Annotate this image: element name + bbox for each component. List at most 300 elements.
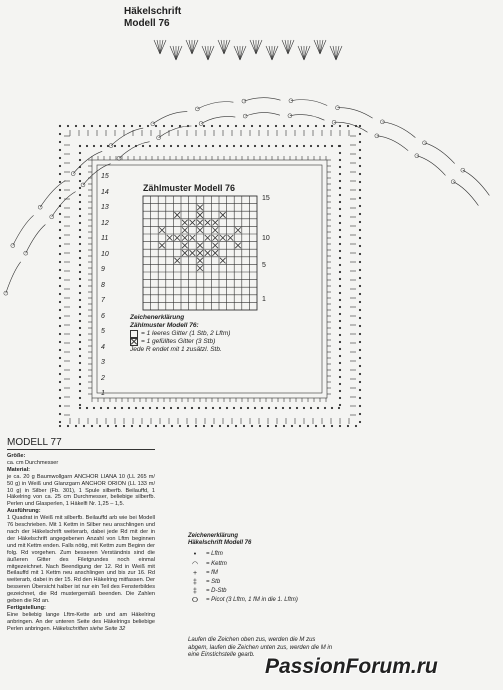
chain-row [339,250,341,252]
chain-row [291,125,293,127]
fan-stitch [173,46,176,60]
chain-row [289,407,291,409]
chain-row [59,277,61,279]
chain-row [83,425,85,427]
chain-row [339,341,341,343]
chain-row [179,425,181,427]
chain-row [359,173,361,175]
chain-row [149,407,151,409]
chain-row [359,221,361,223]
chain-row [195,125,197,127]
chain-row [59,229,61,231]
chain-row [289,145,291,147]
chain-row [59,405,61,407]
chain-row [59,197,61,199]
chain-row [307,425,309,427]
chain-row [254,145,256,147]
chain-row [79,271,81,273]
chain-row [226,145,228,147]
chain-row [359,317,361,319]
chain-row [339,278,341,280]
chain-row [267,425,269,427]
chain-row [91,425,93,427]
scallop-arc [52,192,76,217]
chain-row [86,407,88,409]
chain-row [79,201,81,203]
scallop-arc [111,128,143,146]
chain-row [107,145,109,147]
fan-stitch [288,40,291,54]
chain-row [79,159,81,161]
chain-row [59,357,61,359]
chain-row [307,125,309,127]
chain-row [303,407,305,409]
chain-row [339,299,341,301]
chain-row [339,215,341,217]
chain-row [79,215,81,217]
chain-row [170,145,172,147]
chain-row [233,145,235,147]
fan-stitch [189,40,192,54]
chain-row [205,407,207,409]
chain-row [139,425,141,427]
chain-row [339,376,341,378]
chain-row [59,285,61,287]
chain-row [243,425,245,427]
chain-row [359,149,361,151]
fan-stitch [160,40,166,54]
chain-row [359,341,361,343]
chain-row [303,145,305,147]
fan-stitch [256,40,259,54]
fan-stitch [285,40,288,54]
chain-row [219,425,221,427]
chain-row [227,125,229,127]
filet-grid [143,196,257,310]
row-number: 5 [101,328,105,335]
chain-row [114,145,116,147]
chain-row [339,390,341,392]
chain-row [198,145,200,147]
chain-row [86,145,88,147]
chain-row [171,125,173,127]
chain-row [123,425,125,427]
chain-row [359,293,361,295]
chain-row [59,133,61,135]
empty-mesh-icon [130,330,138,338]
scallop-arc [338,108,373,118]
chain-row [93,407,95,409]
chain-row [243,125,245,127]
chain-row [359,213,361,215]
chain-row [359,309,361,311]
chain-row [359,381,361,383]
chain-row [79,390,81,392]
chain-row [339,194,341,196]
scallop-arc [119,142,150,159]
grid-label-10: 10 [262,235,270,242]
chain-row [219,125,221,127]
fan-stitch [192,40,195,54]
chain-row [163,145,165,147]
chain-row [359,333,361,335]
chain-row [79,285,81,287]
chain-row [339,222,341,224]
chain-row [99,425,101,427]
chain-row [163,425,165,427]
chain-row [359,189,361,191]
scallop-arc [334,122,367,132]
chain-row [310,407,312,409]
row-number: 4 [101,343,105,351]
chain-row [187,425,189,427]
chain-row [59,173,61,175]
chain-row [79,362,81,364]
chain-row [339,173,341,175]
chain-row [59,325,61,327]
fan-stitch [205,46,208,60]
chain-row [203,425,205,427]
fan-stitch [186,40,192,54]
legend-symbols: Zeichenerklärung Häkelschrift Modell 76 • = Lftm ◠ = Kettm + = fM ‡ = Stb ‡ = D-Stb ⵔ = Picot (3 Lftm, 1 fM in die 1. Lftm) [188,533,298,605]
chain-row [177,407,179,409]
fan-stitch [266,46,272,60]
row-number: 7 [101,297,105,304]
scallop-arc [201,116,235,123]
chain-row [149,145,151,147]
chain-row [299,125,301,127]
chain-row [339,348,341,350]
chain-row [283,125,285,127]
chain-row [59,421,61,423]
fan-stitch [272,46,278,60]
chain-row [59,221,61,223]
chain-row [299,425,301,427]
watermark: PassionForum.ru [265,655,438,678]
scallop-arc [244,98,281,101]
chain-row [59,413,61,415]
chain-row [339,285,341,287]
row-number: 13 [101,204,109,211]
fan-stitch [250,40,256,54]
chain-row [59,141,61,143]
chain-row [338,407,340,409]
fan-stitch [333,46,336,60]
scallop-arc [159,126,192,138]
chain-row [203,125,205,127]
chain-row [359,157,361,159]
chain-row [323,425,325,427]
chain-row [79,250,81,252]
row-number: 6 [101,312,105,320]
fan-stitch [320,40,323,54]
chain-row [79,264,81,266]
chain-row [79,173,81,175]
fan-stitch [154,40,160,54]
chain-row [282,407,284,409]
chain-row [79,320,81,322]
chain-row [226,407,228,409]
scallop-arc [377,136,408,151]
chain-row [359,269,361,271]
scallop-arc [290,115,325,121]
fan-stitch [202,46,208,60]
chain-row [79,404,81,406]
chain-row [235,425,237,427]
chain-row [339,313,341,315]
row-number: 1 [101,390,105,397]
chain-row [79,397,81,399]
chain-row [163,125,165,127]
chain-row [359,133,361,135]
chain-row [142,407,144,409]
chain-row [79,334,81,336]
scallop-arc [13,215,34,245]
fan-stitch [269,46,272,60]
chain-row [339,355,341,357]
fan-stitch [304,46,310,60]
chain-row [59,317,61,319]
diagram-symbols [4,40,490,427]
chain-row [211,425,213,427]
row-number: 3 [101,359,105,366]
chain-row [79,341,81,343]
chain-row [359,229,361,231]
chain-row [359,357,361,359]
fan-stitch [320,40,326,54]
chain-row [247,145,249,147]
chain-row [79,152,81,154]
chain-row [355,425,357,427]
scallop-arc [26,225,46,254]
chain-row [121,145,123,147]
chain-row [359,197,361,199]
fan-stitch [240,46,246,60]
chain-row [79,229,81,231]
fan-stitch [336,46,342,60]
chain-row [179,125,181,127]
chain-row [79,299,81,301]
fan-stitch [176,46,182,60]
fan-stitch [237,46,240,60]
scallop-arc [382,122,415,138]
chain-row [339,292,341,294]
chain-row [115,125,117,127]
chain-row [359,245,361,247]
chain-row [339,320,341,322]
row-number: 10 [101,250,109,258]
chain-row [359,237,361,239]
chain-row [79,383,81,385]
chain-row [59,381,61,383]
chain-row [359,253,361,255]
chain-row [261,145,263,147]
chain-row [79,145,81,147]
chain-row [315,125,317,127]
fan-stitch [176,46,179,60]
chain-row [331,407,333,409]
row-number: 12 [101,219,109,227]
chain-row [195,425,197,427]
fan-stitch [192,40,198,54]
chain-row [268,407,270,409]
page-title: Häkelschrift Modell 76 [124,6,182,29]
chain-row [139,125,141,127]
chain-row [359,181,361,183]
chain-row [59,237,61,239]
chain-row [359,277,361,279]
chain-row [198,407,200,409]
scallop-arc [6,262,21,293]
chain-row [359,373,361,375]
chain-row [79,306,81,308]
chain-row [131,425,133,427]
chain-row [128,407,130,409]
chain-row [339,236,341,238]
chain-row [147,425,149,427]
chain-row [191,145,193,147]
chain-row [317,407,319,409]
chain-row [310,145,312,147]
chain-icon: • [193,551,197,559]
chain-row [184,407,186,409]
chain-row [275,145,277,147]
chain-row [347,425,349,427]
chain-row [100,145,102,147]
chain-row [359,349,361,351]
chain-row [59,333,61,335]
chain-row [211,125,213,127]
row-number: 15 [101,173,109,180]
chain-row [79,313,81,315]
chain-row [191,407,193,409]
chain-row [79,327,81,329]
fan-stitch [234,46,240,60]
chain-row [339,145,341,147]
chain-row [339,271,341,273]
chain-row [156,407,158,409]
chain-row [339,369,341,371]
chain-row [67,425,69,427]
chain-row [79,369,81,371]
chain-row [359,389,361,391]
chain-row [59,425,61,427]
chain-row [59,261,61,263]
chain-row [155,125,157,127]
chain-row [339,327,341,329]
chain-row [79,407,81,409]
chain-row [79,257,81,259]
chain-row [59,309,61,311]
model-77-text: Größe: ca. cm Durchmesser Material: je ca. 20 g Baumwollgarn ANCHOR LIANA 10 (LL 265 m/ 50 g) in Weiß und Glanzgarn ANCHOR ORION (LL 133 m/ 10 g) in Silber (Fb. 301), 1 Spule silberfb. Beilauffd, 1 Häkelring von ca. 25 cm Durchmesser, beliebige silberfb. Perlen und Glasperlen, 1 Häkelfi Nr. 1,25 – 1,5. Ausführung: 1 Quadrat in Weiß mit silberfb. Beilauffd arb wie bei Modell 76 beschrieben. Mit 1 Kettm in Silber neu anschlingen und nach der Häkelschrift weiterarb, dabei jede Rd mit der in der Häkelschrift angegebenen Anzahl von Lftm beginnen und mit Kettm enden. Falls nötig, mit Kettm zum Beginn der folg. Rd vorgehen. Zum besseren Verständnis sind die äußeren Gitter des Filetgrundes noch einmal mitgezeichnet. Nach Beendigung der 12. Rd in Weiß mit Beilauffd mit 1 Kettm neu anschlingen und bis zur 16. Rd weiterarb, dabei in der 15. Rd den Häkelring mitfassen. Der besseren Übersicht halber ist nur ein Teil des Fensterbildes gezeichnet, die Rd mustergemäß beenden. Die Zahlen geben die Rd an. Fertigstellung: Eine beliebig lange Lftm-Kette arb und am Häkelring anbringen. An der unteren Seite des Häkelrings beliebige Perlen anbringen. Häkelschriften siehe Seite 32 [7,453,155,632]
chain-row [107,425,109,427]
chain-row [275,425,277,427]
chain-row [233,407,235,409]
fan-stitch [304,46,307,60]
chain-row [267,125,269,127]
chain-row [59,389,61,391]
chain-row [115,425,117,427]
chart-title: Zählmuster Modell 76 [143,183,236,193]
chain-row [59,165,61,167]
fan-stitch [160,40,163,54]
chain-row [339,187,341,189]
fan-stitch [282,40,288,54]
row-number: 14 [101,188,109,196]
chain-row [59,373,61,375]
chain-row [339,264,341,266]
chain-row [156,145,158,147]
chain-row [128,145,130,147]
chain-row [177,145,179,147]
chain-row [259,125,261,127]
chain-row [59,149,61,151]
model-77-heading: MODELL 77 [7,437,155,450]
chain-row [331,145,333,147]
chain-row [359,325,361,327]
chain-row [79,278,81,280]
chain-row [359,413,361,415]
fan-stitch [208,46,211,60]
chain-row [79,194,81,196]
chain-row [79,180,81,182]
scallop-arc [153,112,188,124]
chain-row [59,213,61,215]
fan-stitch [170,46,176,60]
fan-stitch [298,46,304,60]
chain-row [324,407,326,409]
chain-row [170,407,172,409]
chain-row [339,166,341,168]
chain-row [59,269,61,271]
chain-row [59,301,61,303]
chain-row [163,407,165,409]
fan-stitch [224,40,230,54]
grid-label-5: 5 [262,262,266,269]
fan-stitch [301,46,304,60]
chain-row [339,425,341,427]
chain-row [205,145,207,147]
chain-row [261,407,263,409]
fan-stitch [336,46,339,60]
row-number: 9 [101,266,105,273]
fan-stitch [208,46,214,60]
chain-row [339,334,341,336]
fan-stitch [253,40,256,54]
chain-row [59,365,61,367]
chain-row [227,425,229,427]
scallop-arc [453,182,478,206]
chain-row [184,145,186,147]
chain-row [251,125,253,127]
chain-row [59,397,61,399]
chain-row [339,201,341,203]
scallop-arc [245,113,280,116]
chain-row [359,397,361,399]
chain-row [359,405,361,407]
chain-row [339,383,341,385]
chain-row [359,205,361,207]
fan-stitch [330,46,336,60]
chain-row [347,125,349,127]
slip-stitch-icon: ◠ [191,560,199,568]
chain-row [282,145,284,147]
picot-icon: ⵔ [191,597,199,605]
chain-row [107,407,109,409]
fan-stitch [256,40,262,54]
chain-row [212,407,214,409]
chain-row [59,189,61,191]
